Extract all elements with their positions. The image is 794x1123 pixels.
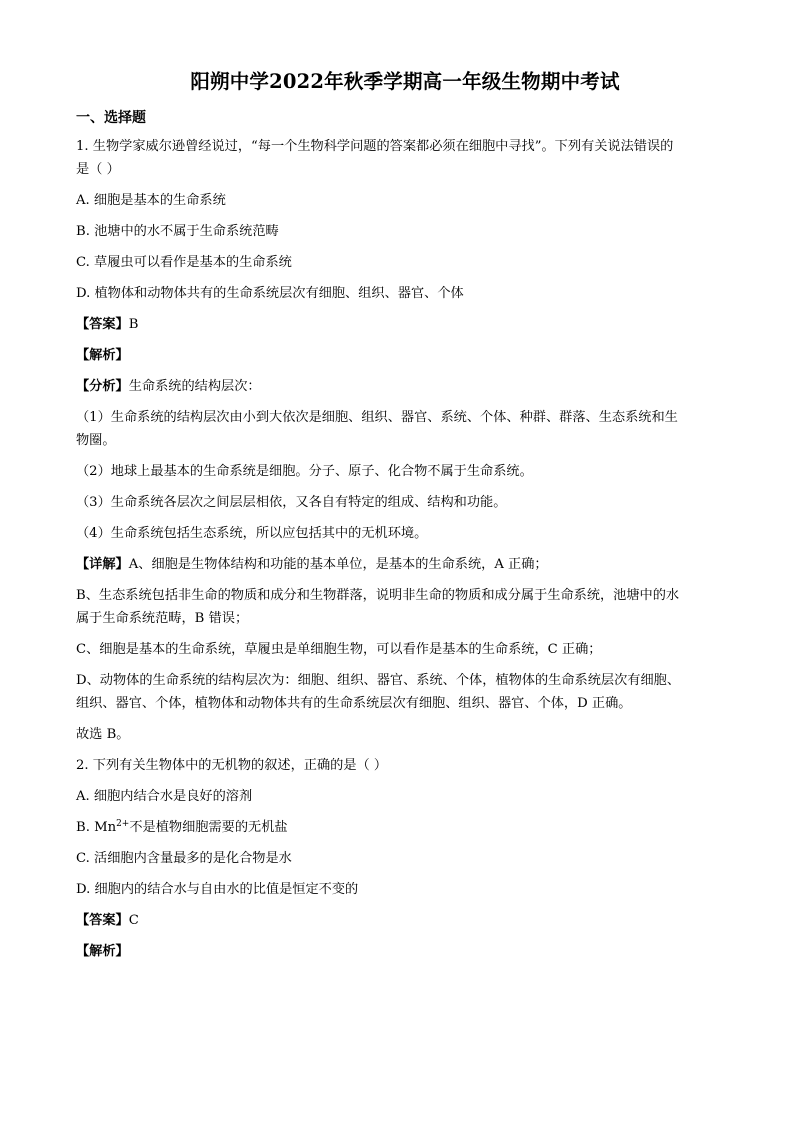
q2-jiexi-tag — [76, 942, 734, 962]
q1-jiexi-tag — [76, 346, 734, 366]
q1-option-c: C. 草履虫可以看作是基本的生命系统 — [76, 255, 292, 270]
xiangjie-tag: 【详解】 — [76, 557, 129, 572]
fenxi-text: 生命系统的结构层次： — [128, 379, 261, 394]
q1-answer — [76, 315, 734, 335]
q1-point3: （3）生命系统各层次之间层层相依，又各自有特定的组成、结构和功能。 — [76, 495, 507, 510]
answer-value: C — [128, 913, 139, 928]
q1-detail-a — [76, 555, 734, 575]
q1-conclusion: 故选 B。 — [76, 727, 130, 742]
q2-option-d: D. 细胞内的结合水与自由水的比值是恒定不变的 — [76, 882, 359, 897]
q2-option-b-suffix: 不是植物细胞需要的无机盐 — [129, 820, 288, 835]
q1-detail-b-line2: 属于生命系统范畴，B 错误； — [76, 611, 249, 626]
jiexi-tag: 【解析】 — [76, 348, 129, 363]
section-heading: 一、选择题 — [76, 110, 146, 126]
q1-detail-d-line1: D、动物体的生命系统的结构层次为：细胞、组织、器官、系统、个体，植物体的生命系统层次有细胞、 — [76, 673, 681, 688]
page-title: 阳朔中学2022年秋季学期高一年级生物期中考试 — [190, 70, 620, 93]
q1-point1-line2: 物圈。 — [76, 433, 116, 448]
answer-value: B — [128, 317, 139, 332]
fenxi-tag: 【分析】 — [76, 379, 129, 394]
q1-analysis — [76, 377, 734, 397]
q1-stem-line1: 1. 生物学家威尔逊曾经说过，“每一个生物科学问题的答案都必须在细胞中寻找”。下列有关说法错误的 — [76, 139, 674, 154]
q1-option-b: B. 池塘中的水不属于生命系统范畴 — [76, 224, 279, 239]
q1-stem-line2: 是（ ） — [76, 162, 120, 177]
q2-option-b — [76, 818, 734, 838]
q2-answer — [76, 911, 734, 931]
q1-detail-d-line2: 组织、器官、个体，植物体和动物体共有的生命系统层次有细胞、组织、器官、个体，D 正确。 — [76, 696, 632, 711]
q2-option-b-superscript: 2+ — [116, 819, 130, 829]
q1-point2: （2）地球上最基本的生命系统是细胞。分子、原子、化合物不属于生命系统。 — [76, 464, 533, 479]
q2-option-c: C. 活细胞内含量最多的是化合物是水 — [76, 851, 292, 866]
answer-tag: 【答案】 — [76, 913, 129, 928]
q1-option-a: A. 细胞是基本的生命系统 — [76, 193, 226, 208]
xiangjie-a-text: A、细胞是生物体结构和功能的基本单位，是基本的生命系统，A 正确； — [128, 557, 548, 572]
q1-point1-line1: （1）生命系统的结构层次由小到大依次是细胞、组织、器官、系统、个体、种群、群落、生态系统和生 — [76, 410, 678, 425]
q1-option-d: D. 植物体和动物体共有的生命系统层次有细胞、组织、器官、个体 — [76, 286, 464, 301]
q2-option-b-prefix: B. Mn — [76, 820, 117, 835]
q1-detail-b-line1: B、生态系统包括非生命的物质和成分和生物群落，说明非生命的物质和成分属于生命系统，池塘中的水 — [76, 588, 680, 603]
q2-option-a: A. 细胞内结合水是良好的溶剂 — [76, 789, 253, 804]
q2-stem: 2. 下列有关生物体中的无机物的叙述，正确的是（ ） — [76, 758, 388, 773]
q1-detail-c: C、细胞是基本的生命系统，草履虫是单细胞生物，可以看作是基本的生命系统，C 正确； — [76, 642, 602, 657]
jiexi-tag: 【解析】 — [76, 944, 129, 959]
answer-tag: 【答案】 — [76, 317, 129, 332]
q1-point4: （4）生命系统包括生态系统，所以应包括其中的无机环境。 — [76, 526, 428, 541]
